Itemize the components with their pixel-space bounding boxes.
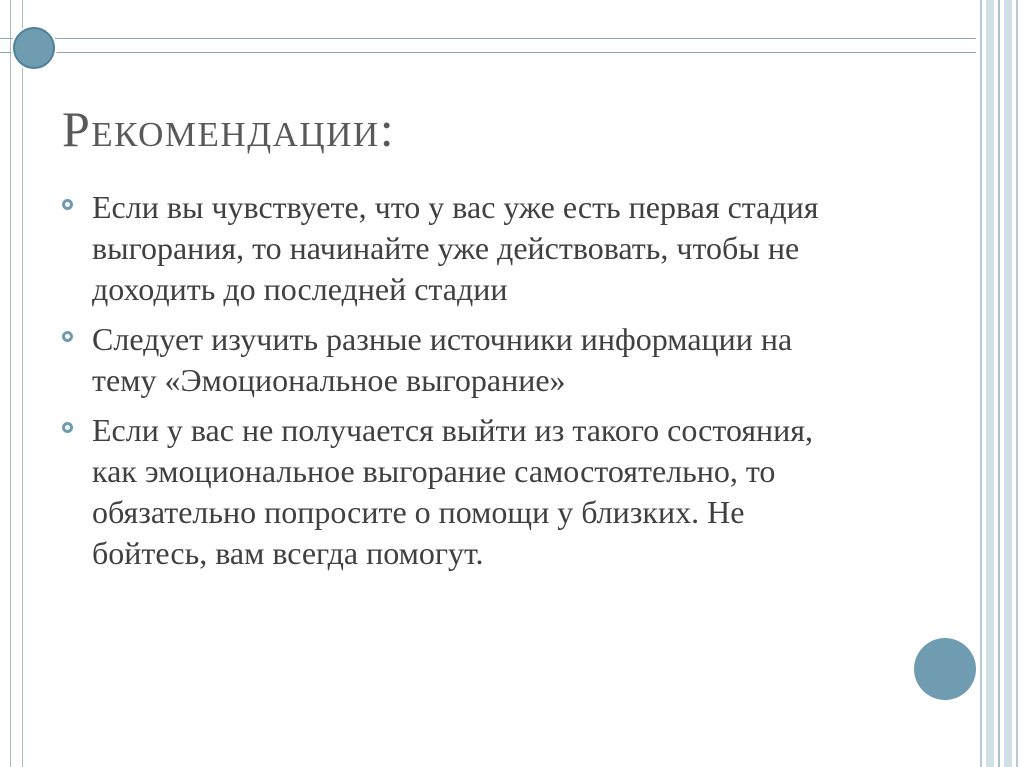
bullet-text-line: Следует изучить разные источники информации на: [92, 321, 793, 357]
right-stripes-decoration: [976, 0, 1024, 767]
bullet-list: [62, 187, 962, 583]
bullet-text-line: Если вы чувствуете, что у вас уже есть первая стадия: [92, 189, 819, 225]
bullet-text-line: бойтесь, вам всегда помогут.: [92, 535, 484, 571]
bullet-item: [62, 187, 962, 310]
bullet-text-line: выгорания, то начинайте уже действовать, чтобы не: [92, 230, 800, 266]
bullet-text-line: Если у вас не получается выйти из такого состояния,: [92, 412, 814, 448]
circle-decoration-bottom-right-icon: [914, 638, 976, 700]
bullet-item: [62, 410, 962, 574]
top-border-line-upper: [0, 38, 1024, 39]
bullet-text-line: доходить до последней стадии: [92, 271, 508, 307]
left-border-line-outer: [10, 0, 11, 767]
bullet-ring-icon: [62, 422, 73, 433]
circle-decoration-top-left-icon: [13, 27, 55, 69]
top-border-line-lower: [0, 52, 1024, 53]
bullet-text-line: как эмоциональное выгорание самостоятельно, то: [92, 453, 776, 489]
slide-title: Рекомендации:: [62, 101, 396, 157]
bullet-ring-icon: [62, 199, 73, 210]
bullet-ring-icon: [62, 331, 73, 342]
bullet-text-line: обязательно попросите о помощи у близких. Не: [92, 494, 745, 530]
left-border-line-inner: [22, 0, 23, 767]
bullet-item: [62, 319, 962, 401]
bullet-text-line: тему «Эмоциональное выгорание»: [92, 362, 566, 398]
